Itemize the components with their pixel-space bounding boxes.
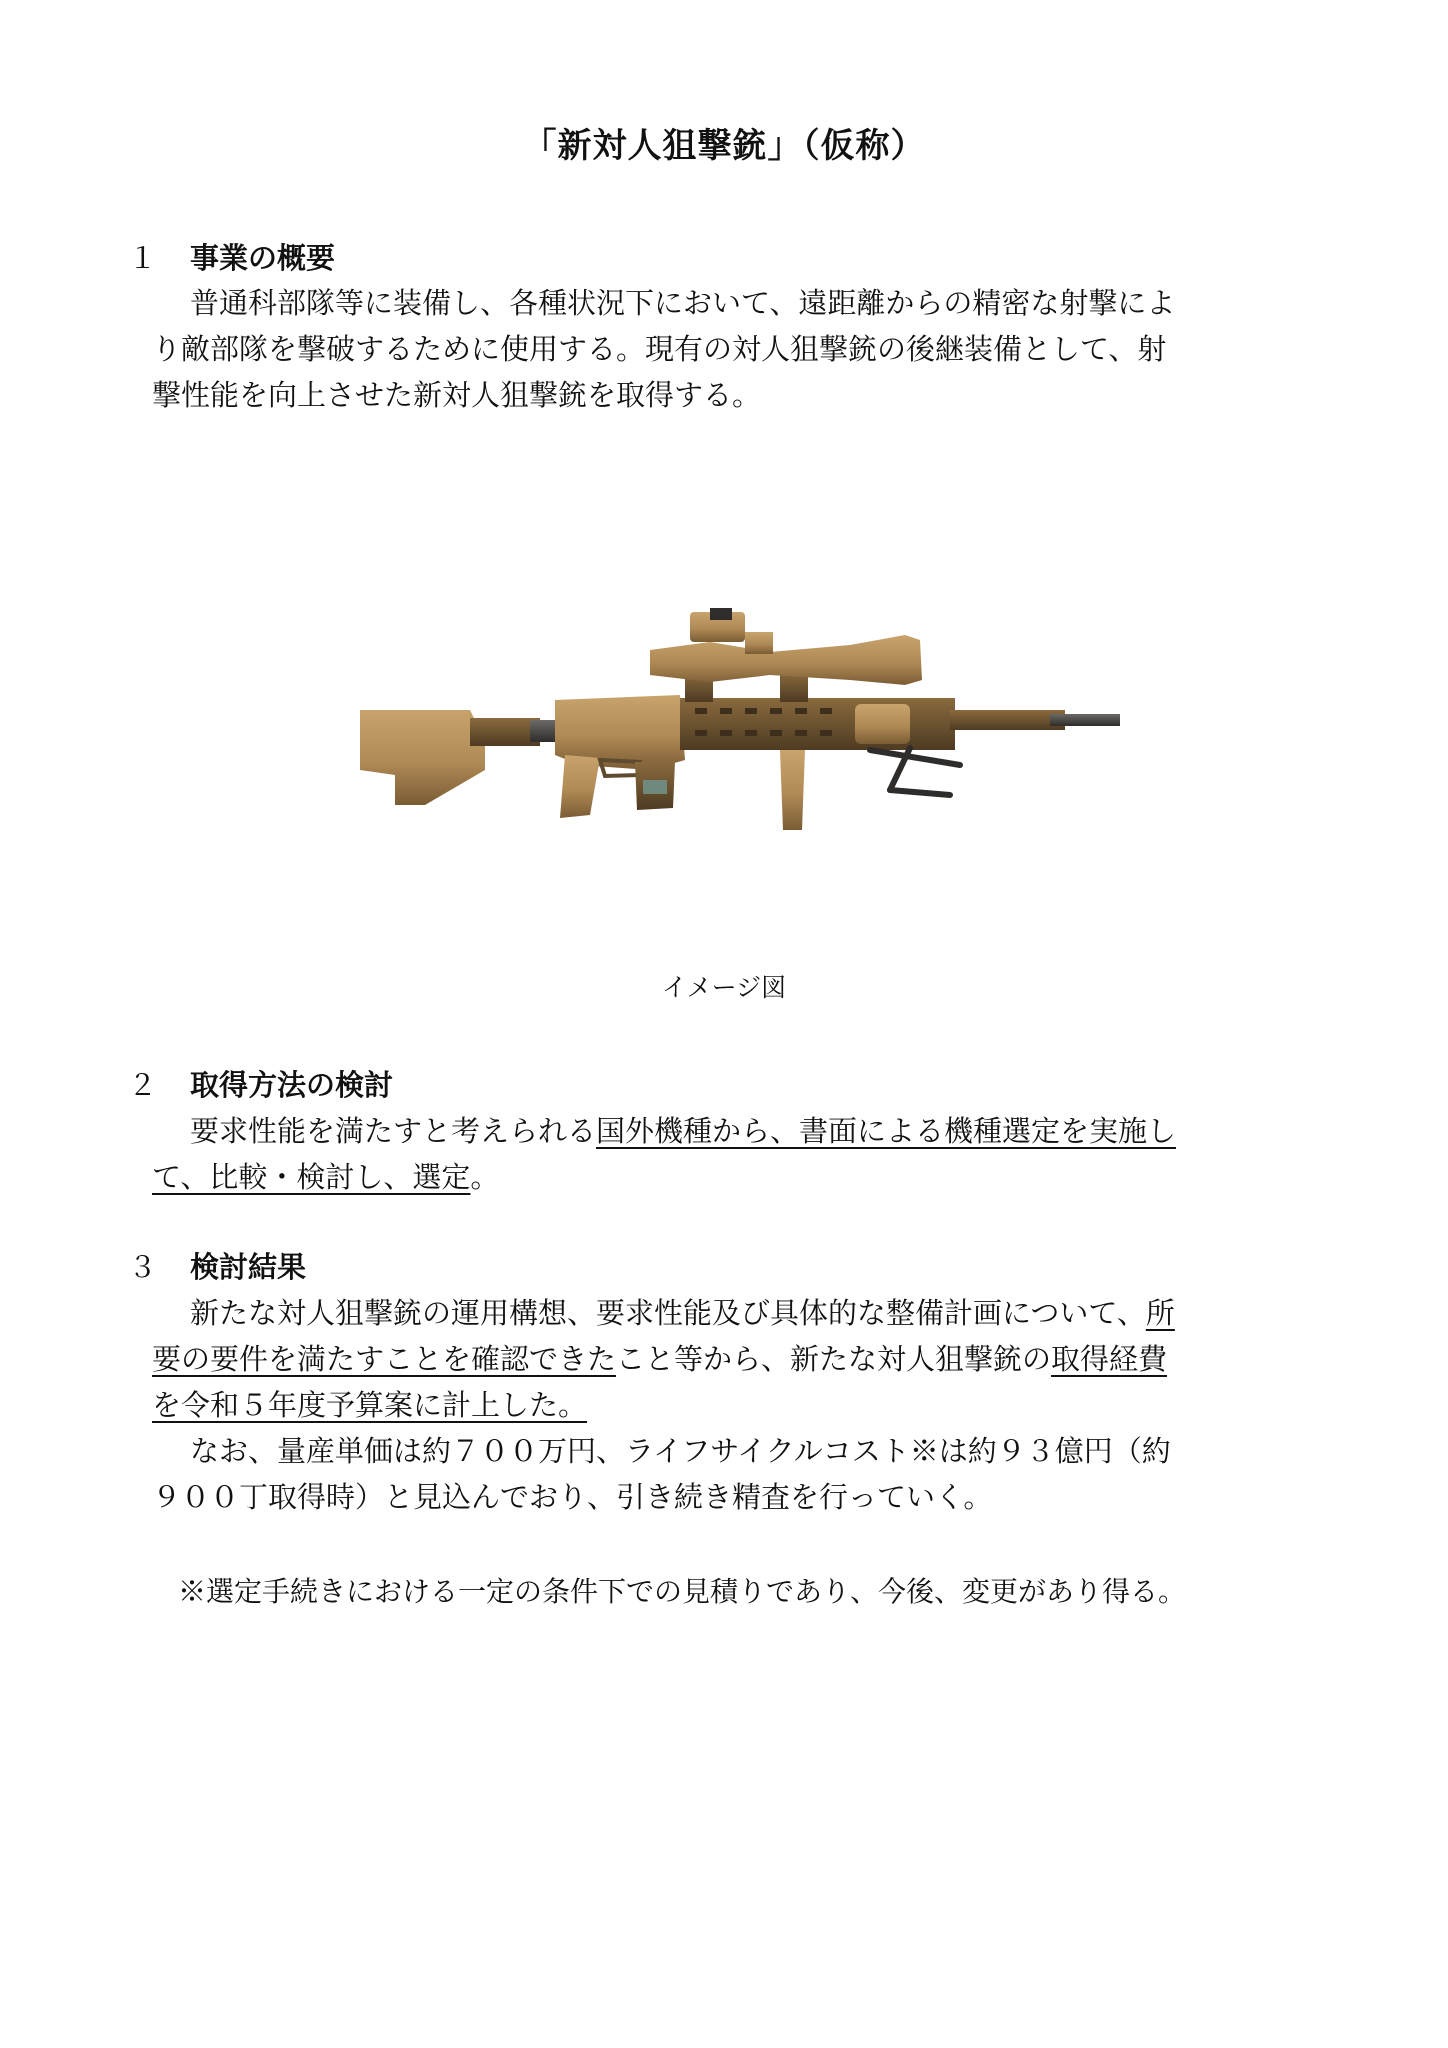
section-3-line xyxy=(152,1336,1322,1382)
section-3-underlined-text: 所 xyxy=(1145,1296,1175,1330)
section-1-line: 撃性能を向上させた新対人狙撃銃を取得する。 xyxy=(152,378,762,412)
section-3-heading xyxy=(128,1245,306,1286)
rifle-vertical-grip xyxy=(780,750,805,830)
section-2-line xyxy=(152,1108,1322,1154)
section-3-number: ３ xyxy=(128,1250,158,1284)
section-2-underlined-text: て、比較・検討し、選定 xyxy=(152,1160,471,1194)
section-1-number: １ xyxy=(128,241,158,275)
section-3-title: 検討結果 xyxy=(190,1250,307,1284)
section-3-underlined-text: 要の要件を満たすことを確認できた xyxy=(152,1342,617,1376)
figure-caption: イメージ図 xyxy=(661,973,787,1002)
section-1-body xyxy=(152,280,1322,418)
section-2-number: ２ xyxy=(128,1068,158,1102)
rifle-pistol-grip xyxy=(560,755,600,818)
section-3-text: 新たな対人狙撃銃の運用構想、要求性能及び具体的な整備計画について、 xyxy=(190,1296,1146,1330)
section-3-text: こと等から、新たな対人狙撃銃の xyxy=(616,1342,1052,1376)
rifle-image xyxy=(350,590,1130,860)
rifle-stock xyxy=(360,710,485,805)
section-2-line xyxy=(152,1154,1322,1200)
section-2-text: 要求性能を満たすと考えられる xyxy=(190,1114,597,1148)
section-1-heading xyxy=(128,236,335,277)
section-2-heading xyxy=(128,1063,393,1104)
rifle-light-module xyxy=(855,704,910,744)
section-2-text: 。 xyxy=(470,1160,500,1194)
rifle-bipod xyxy=(870,748,960,795)
section-2-underlined-text: 国外機種から、書面による機種選定を実施し xyxy=(596,1114,1177,1148)
rifle-magazine-window xyxy=(643,780,667,794)
rifle-muzzle xyxy=(1050,714,1120,726)
section-3-line: ９００丁取得時）と見込んでおり、引き続き精査を行っていく。 xyxy=(152,1480,993,1514)
section-3-underlined-text: を令和５年度予算案に計上した。 xyxy=(152,1388,588,1422)
section-3-line: なお、量産単価は約７００万円、ライフサイクルコスト※は約９３億円（約 xyxy=(190,1434,1171,1468)
rifle-stock-tube xyxy=(470,718,540,746)
rifle-barrel xyxy=(950,710,1065,730)
section-1-title: 事業の概要 xyxy=(190,241,336,275)
section-3-line xyxy=(152,1382,1322,1428)
rifle-red-dot-lens xyxy=(710,608,732,620)
section-2-title: 取得方法の検討 xyxy=(190,1068,394,1102)
rifle-handguard xyxy=(680,698,955,750)
rifle-scope-turret xyxy=(745,632,773,654)
section-1-line: り敵部隊を撃破するために使用する。現有の対人狙撃銃の後継装備として、射 xyxy=(152,332,1167,366)
section-3-body xyxy=(152,1290,1322,1520)
section-3-line xyxy=(152,1290,1322,1336)
footnote: ※選定手続きにおける一定の条件下での見積りであり、今後、変更があり得る。 xyxy=(178,1575,1187,1608)
section-1-line: 普通科部隊等に装備し、各種状況下において、遠距離からの精密な射撃によ xyxy=(190,286,1176,320)
section-3-underlined-text: 取得経費 xyxy=(1051,1342,1168,1376)
page-title: 「新対人狙撃銃」（仮称） xyxy=(522,126,926,166)
section-2-body xyxy=(152,1108,1322,1200)
